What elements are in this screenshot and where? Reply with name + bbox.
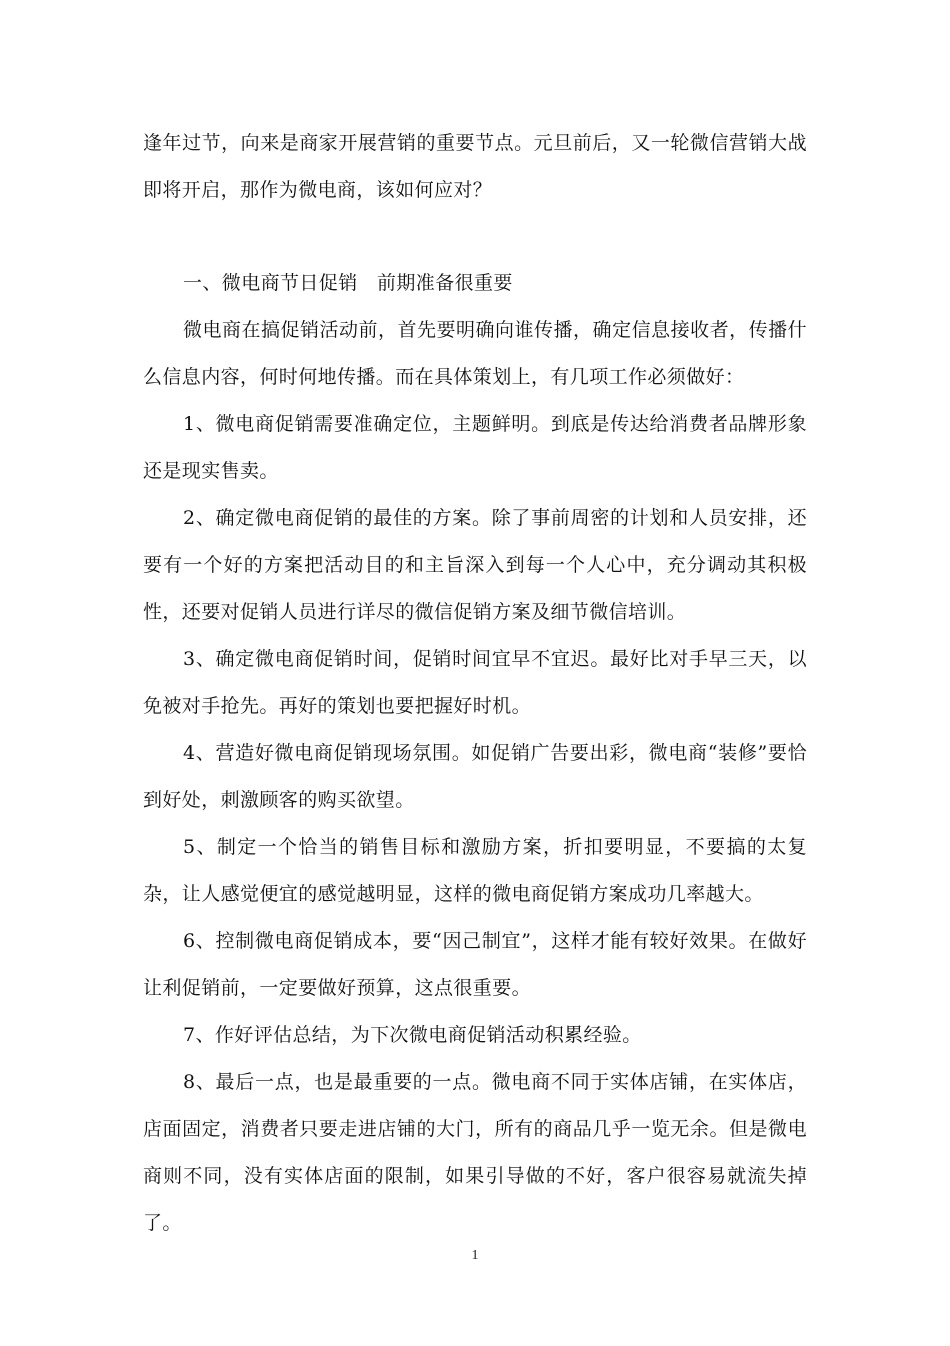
list-item: 3、确定微电商促销时间，促销时间宜早不宜迟。最好比对手早三天，以免被对手抢先。再好的策划也要把握好时机。 — [143, 648, 807, 717]
section-lead-paragraph: 微电商在搞促销活动前，首先要明确向谁传播，确定信息接收者，传播什么信息内容，何时何地传播。而在具体策划上，有几项工作必须做好： — [143, 319, 807, 388]
document-body — [143, 120, 807, 1247]
list-item: 2、确定微电商促销的最佳的方案。除了事前周密的计划和人员安排，还要有一个好的方案把活动目的和主旨深入到每一个人心中，充分调动其积极性，还要对促销人员进行详尽的微信促销方案及细节微信培训。 — [143, 507, 807, 623]
list-item: 8、最后一点，也是最重要的一点。微电商不同于实体店铺，在实体店，店面固定，消费者只要走进店铺的大门，所有的商品几乎一览无余。但是微电商则不同，没有实体店面的限制，如果引导做的不好，客户很容易就流失掉了。 — [143, 1071, 807, 1234]
list-item: 1、微电商促销需要准确定位，主题鲜明。到底是传达给消费者品牌形象还是现实售卖。 — [143, 413, 807, 482]
list-item: 4、营造好微电商促销现场氛围。如促销广告要出彩，微电商“装修”要恰到好处，刺激顾客的购买欲望。 — [143, 742, 807, 811]
page-number: 1 — [471, 1248, 479, 1263]
list-item: 6、控制微电商促销成本，要“因己制宜”，这样才能有较好效果。在做好让利促销前，一定要做好预算，这点很重要。 — [143, 930, 807, 999]
list-item: 7、作好评估总结，为下次微电商促销活动积累经验。 — [183, 1024, 642, 1046]
list-item: 5、制定一个恰当的销售目标和激励方案，折扣要明显，不要搞的太复杂，让人感觉便宜的感觉越明显，这样的微电商促销方案成功几率越大。 — [143, 836, 807, 905]
intro-paragraph: 逢年过节，向来是商家开展营销的重要节点。元旦前后，又一轮微信营销大战即将开启，那作为微电商，该如何应对？ — [143, 132, 807, 201]
section-heading: 一、微电商节日促销 前期准备很重要 — [183, 272, 513, 294]
